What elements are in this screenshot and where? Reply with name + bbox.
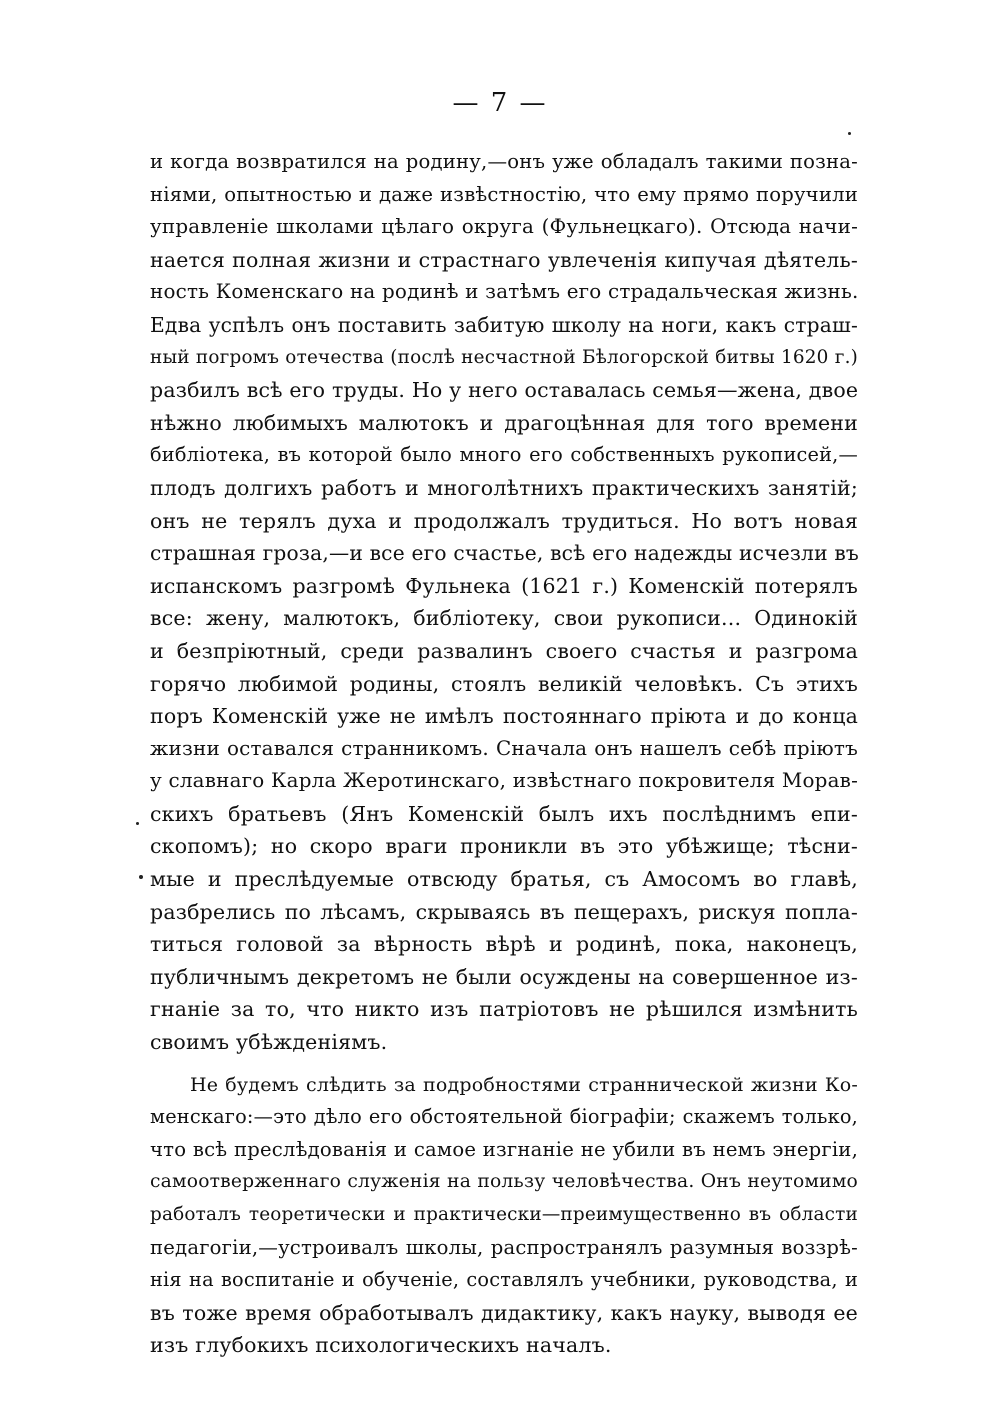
text-line: нѣжно любимыхъ малютокъ и драгоцѣнная для того времени — [150, 410, 858, 435]
text-line: библіотека, въ которой было много его собственныхъ рукописей,— — [150, 443, 858, 467]
paragraph-1 — [150, 146, 858, 1059]
text-line: плодъ долгихъ работъ и многолѣтнихъ практическихъ занятій; — [150, 475, 858, 500]
paragraph-2 — [150, 1069, 858, 1362]
text-line: менскаго:—это дѣло его обстоятельной біографіи; скажемъ только, — [150, 1105, 858, 1129]
text-line: публичнымъ декретомъ не были осуждены на совершенное из- — [150, 964, 858, 989]
text-line: испанскомъ разгромѣ Фульнека (1621 г.) Коменскій потерялъ — [150, 573, 858, 598]
ink-speck — [136, 822, 139, 825]
text-line: поръ Коменскій уже не имѣлъ постояннаго пріюта и до конца — [150, 704, 858, 729]
text-line: управленіе школами цѣлаго округа (Фульнецкаго). Отсюда начи- — [150, 215, 858, 239]
text-line: своимъ убѣжденіямъ. — [150, 1030, 388, 1055]
text-line: титься головой за вѣрность вѣрѣ и родинѣ, пока, наконецъ, — [150, 932, 858, 957]
text-line: что всѣ преслѣдованія и самое изгнаніе не убили въ немъ энергіи, — [150, 1137, 858, 1161]
text-line: горячо любимой родины, стоялъ великій человѣкъ. Съ этихъ — [150, 671, 858, 696]
text-line: въ тоже время обработывалъ дидактику, какъ науку, выводя ее — [150, 1300, 858, 1325]
ink-speck — [848, 132, 851, 135]
text-line: ность Коменскаго на родинѣ и затѣмъ его страдальческая жизнь. — [150, 280, 859, 304]
text-line: гнаніе за то, что никто изъ патріотовъ не рѣшился измѣнить — [150, 997, 858, 1022]
text-line: ный погромъ отечества (послѣ несчастной Бѣлогорской битвы 1620 г.) — [150, 346, 858, 368]
text-line: у славнаго Карла Жеротинскаго, извѣстнаго покровителя Морав- — [150, 769, 858, 793]
text-line: Едва успѣлъ онъ поставить забитую школу на ноги, какъ страш- — [150, 312, 858, 337]
text-line: скопомъ); но скоро враги проникли въ это убѣжище; тѣсни- — [150, 834, 858, 859]
text-line: изъ глубокихъ психологическихъ началъ. — [150, 1333, 612, 1358]
text-line: разбрелись по лѣсамъ, скрываясь въ пещерахъ, рискуя попла- — [150, 899, 858, 924]
text-line: нія на воспитаніе и обученіе, составлялъ учебники, руководства, и — [150, 1268, 858, 1292]
body-text — [150, 146, 858, 1362]
text-line: скихъ братьевъ (Янъ Коменскій былъ ихъ послѣднимъ епи- — [150, 801, 858, 826]
text-line: нается полная жизни и страстнаго увлеченія кипучая дѣятель- — [150, 247, 858, 272]
text-line: самоотверженнаго служенія на пользу человѣчества. Онъ неутомимо — [150, 1171, 858, 1193]
text-line: ніями, опытностью и даже извѣстностію, что ему прямо поручили — [150, 182, 858, 206]
text-line: жизни оставался странникомъ. Сначала онъ нашелъ себѣ пріютъ — [150, 736, 858, 760]
text-line: страшная гроза,—и все его счастье, всѣ его надежды исчезли въ — [150, 541, 859, 566]
text-line: работалъ теоретически и практически—преимущественно въ области — [150, 1204, 858, 1225]
text-line: и когда возвратился на родину,—онъ уже обладалъ такими позна- — [150, 150, 858, 173]
text-line: педагогіи,—устроивалъ школы, распространялъ разумныя воззрѣ- — [150, 1235, 858, 1259]
ink-speck — [139, 875, 143, 879]
text-line: мые и преслѣдуемые отвсюду братья, съ Амосомъ во главѣ, — [150, 867, 858, 892]
text-line: онъ не терялъ духа и продолжалъ трудиться. Но вотъ новая — [150, 508, 858, 533]
text-line: Не будемъ слѣдить за подробностями страннической жизни Ко- — [190, 1073, 858, 1096]
text-line: и безпріютный, среди развалинъ своего счастья и разгрома — [150, 638, 858, 663]
page-number: — 7 — — [452, 88, 548, 118]
text-line: все: жену, малютокъ, библіотеку, свои рукописи... Одинокій — [150, 606, 858, 631]
text-line: разбилъ всѣ его труды. Но у него оставалась семья—жена, двое — [150, 378, 859, 403]
